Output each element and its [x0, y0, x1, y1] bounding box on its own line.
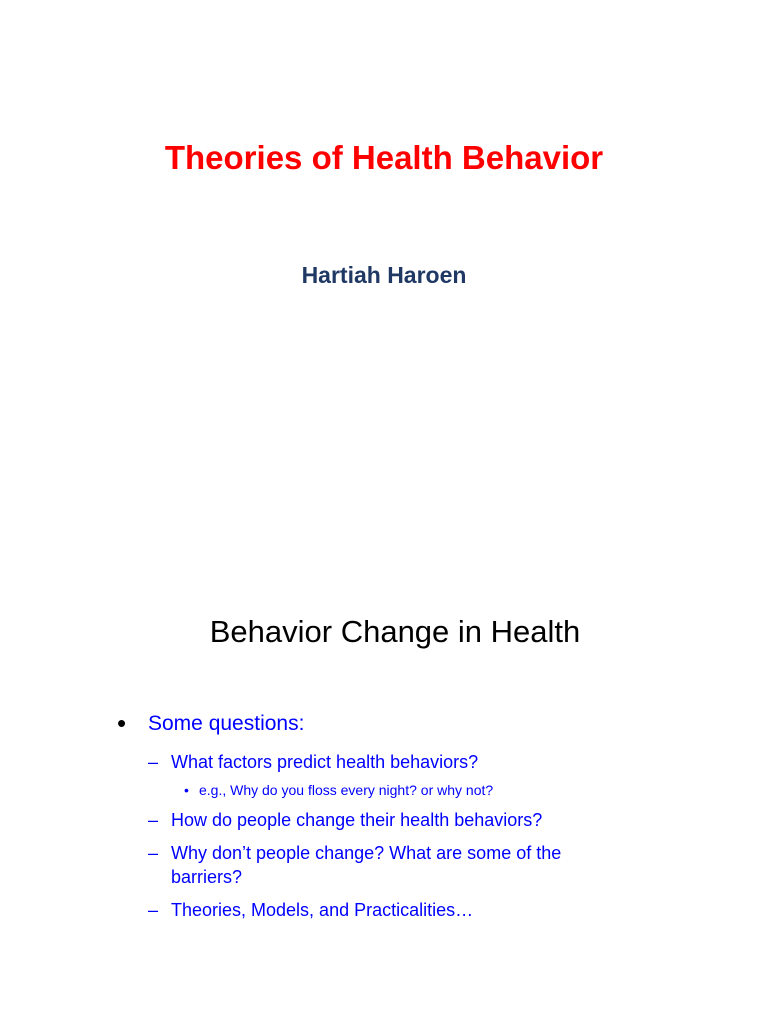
bullet-marker: • — [117, 708, 127, 738]
dash-marker: – — [148, 900, 159, 920]
dash-marker: – — [148, 810, 159, 830]
bullet-text: Some questions: — [148, 712, 305, 735]
list-item-text: What factors predict health behaviors? — [171, 752, 479, 772]
slide-title: Theories of Health Behavior — [164, 139, 604, 176]
list-item-text: Theories, Models, and Practicalities… — [171, 900, 474, 920]
dash-marker: – — [148, 752, 159, 772]
list-item-text: Why don’t people change? What are some of the barriers? — [171, 843, 562, 887]
dash-marker: – — [148, 843, 159, 863]
list-item-text: How do people change their health behaviors? — [171, 810, 543, 830]
slide-author: Hartiah Haroen — [301, 262, 467, 288]
list-item-text: e.g., Why do you floss every night? or why not? — [199, 782, 494, 798]
subbullet-marker: • — [184, 782, 189, 798]
section-title: Behavior Change in Health — [209, 614, 581, 649]
